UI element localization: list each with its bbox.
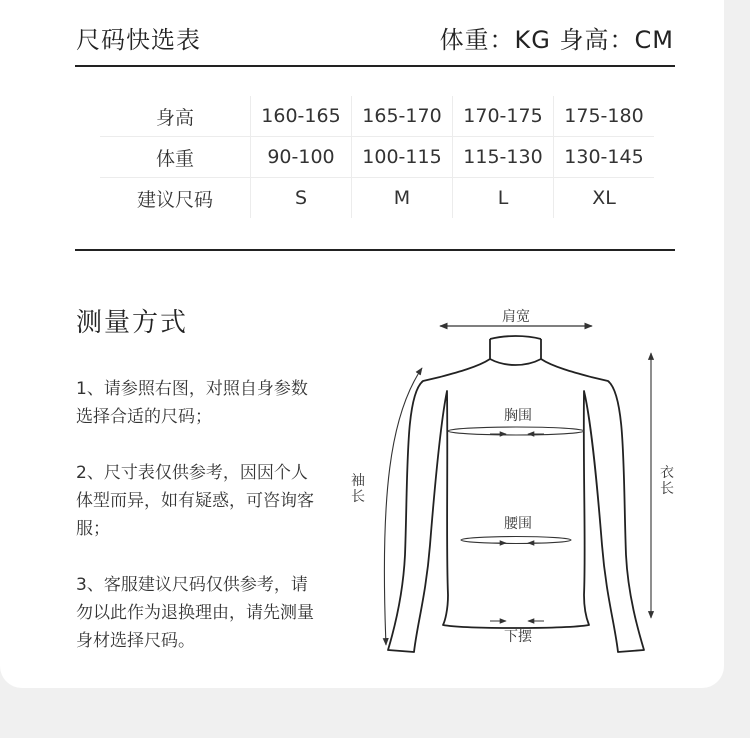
divider-bottom <box>75 249 675 251</box>
shirt-outline <box>388 336 644 652</box>
sleeve-label-2: 长 <box>351 489 365 505</box>
table-cell: 130-145 <box>554 137 655 178</box>
chest-measure-ellipse <box>448 427 584 435</box>
table-cell: 165-170 <box>352 96 453 137</box>
table-cell: 100-115 <box>352 137 453 178</box>
table-cell: 90-100 <box>251 137 352 178</box>
table-cell: 160-165 <box>251 96 352 137</box>
note-3: 3、客服建议尺码仅供参考，请勿以此作为退换理由，请先测量身材选择尺码。 <box>76 575 314 651</box>
row-label: 建议尺码 <box>100 178 251 219</box>
row-label: 身高 <box>100 96 251 137</box>
waist-label: 腰围 <box>504 516 532 532</box>
table-cell: 170-175 <box>453 96 554 137</box>
measure-title: 测量方式 <box>76 308 189 338</box>
table-cell: 175-180 <box>554 96 655 137</box>
table-cell: L <box>453 178 554 219</box>
sleeve-label-1: 袖 <box>351 473 365 489</box>
sleeve-measure-arc <box>384 368 422 645</box>
waist-measure-ellipse <box>461 537 571 544</box>
table-cell: S <box>251 178 352 219</box>
table-row-weight <box>100 137 654 178</box>
table-row-size <box>100 178 654 219</box>
units-label: 体重：KG 身高：CM <box>439 26 674 54</box>
note-2: 2、尺寸表仅供参考，因因个人体型而异，如有疑惑，可咨询客服； <box>76 463 314 539</box>
measure-notes <box>76 375 316 683</box>
chest-label: 胸围 <box>504 408 532 424</box>
length-label-1: 衣 <box>660 465 674 481</box>
size-chart-title: 尺码快选表 <box>76 26 201 54</box>
hem-label: 下摆 <box>504 629 532 645</box>
note-1: 1、请参照右图，对照自身参数选择合适的尺码； <box>76 379 308 427</box>
table-row-height <box>100 96 654 137</box>
table-cell: XL <box>592 187 616 209</box>
table-cell: M <box>352 178 453 219</box>
size-table <box>100 96 654 218</box>
row-label: 体重 <box>100 137 251 178</box>
divider-top <box>75 65 675 67</box>
shoulder-label: 肩宽 <box>502 309 530 325</box>
length-label-2: 长 <box>660 481 674 497</box>
shirt-measure-diagram <box>330 295 700 665</box>
table-cell: 115-130 <box>453 137 554 178</box>
